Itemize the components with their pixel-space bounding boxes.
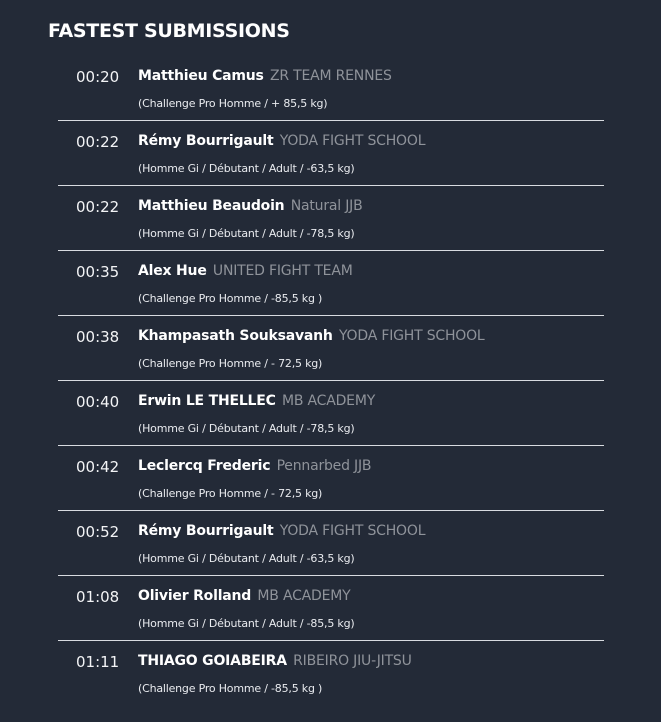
team-name[interactable]: UNITED FIGHT TEAM xyxy=(212,263,353,279)
submission-time: 00:40 xyxy=(76,393,120,411)
team-name[interactable]: YODA FIGHT SCHOOL xyxy=(279,133,426,149)
list-item xyxy=(58,121,604,186)
athlete-line xyxy=(138,133,425,149)
category-label: (Homme Gi / Débutant / Adult / -78,5 kg) xyxy=(138,227,355,240)
athlete-name[interactable]: Olivier Rolland xyxy=(138,588,252,604)
category-label: (Challenge Pro Homme / + 85,5 kg) xyxy=(138,97,328,110)
category-label: (Homme Gi / Débutant / Adult / -85,5 kg) xyxy=(138,617,355,630)
athlete-name[interactable]: Rémy Bourrigault xyxy=(138,523,274,539)
submission-time: 00:38 xyxy=(76,328,120,346)
category-label: (Homme Gi / Débutant / Adult / -63,5 kg) xyxy=(138,162,355,175)
list-item xyxy=(58,576,604,641)
athlete-name[interactable]: Erwin LE THELLEC xyxy=(138,393,276,409)
athlete-line xyxy=(138,263,353,279)
submission-time: 00:22 xyxy=(76,133,120,151)
athlete-name[interactable]: Matthieu Beaudoin xyxy=(138,198,285,214)
category-label: (Challenge Pro Homme / -85,5 kg ) xyxy=(138,682,323,695)
section-title: FASTEST SUBMISSIONS xyxy=(48,20,290,42)
athlete-name[interactable]: THIAGO GOIABEIRA xyxy=(138,653,287,669)
athlete-line xyxy=(138,653,412,669)
team-name[interactable]: MB ACADEMY xyxy=(281,393,376,409)
submissions-list xyxy=(58,56,604,705)
submission-time: 00:22 xyxy=(76,198,120,216)
list-item xyxy=(58,446,604,511)
list-item xyxy=(58,56,604,121)
team-name[interactable]: YODA FIGHT SCHOOL xyxy=(279,523,426,539)
list-item xyxy=(58,316,604,381)
athlete-name[interactable]: Rémy Bourrigault xyxy=(138,133,274,149)
category-label: (Homme Gi / Débutant / Adult / -78,5 kg) xyxy=(138,422,355,435)
team-name[interactable]: Natural JJB xyxy=(290,198,363,214)
athlete-line xyxy=(138,328,485,344)
list-item xyxy=(58,186,604,251)
list-item xyxy=(58,511,604,576)
athlete-name[interactable]: Khampasath Souksavanh xyxy=(138,328,333,344)
category-label: (Challenge Pro Homme / - 72,5 kg) xyxy=(138,357,323,370)
submission-time: 00:20 xyxy=(76,68,120,86)
athlete-name[interactable]: Matthieu Camus xyxy=(138,68,264,84)
team-name[interactable]: ZR TEAM RENNES xyxy=(269,68,392,84)
athlete-line xyxy=(138,523,425,539)
team-name[interactable]: MB ACADEMY xyxy=(257,588,351,604)
submission-time: 01:08 xyxy=(76,588,120,606)
category-label: (Challenge Pro Homme / -85,5 kg ) xyxy=(138,292,323,305)
team-name[interactable]: Pennarbed JJB xyxy=(276,458,372,474)
athlete-line xyxy=(138,68,392,84)
athlete-line xyxy=(138,458,371,474)
submission-time: 00:35 xyxy=(76,263,120,281)
athlete-line xyxy=(138,198,362,214)
team-name[interactable]: YODA FIGHT SCHOOL xyxy=(338,328,485,344)
submission-time: 00:52 xyxy=(76,523,120,541)
list-item xyxy=(58,251,604,316)
athlete-line xyxy=(138,393,375,409)
submission-time: 01:11 xyxy=(76,653,120,671)
team-name[interactable]: RIBEIRO JIU-JITSU xyxy=(293,653,412,669)
list-item xyxy=(58,641,604,705)
athlete-line xyxy=(138,588,350,604)
category-label: (Homme Gi / Débutant / Adult / -63,5 kg) xyxy=(138,552,355,565)
athlete-name[interactable]: Leclercq Frederic xyxy=(138,458,271,474)
list-item xyxy=(58,381,604,446)
category-label: (Challenge Pro Homme / - 72,5 kg) xyxy=(138,487,323,500)
submission-time: 00:42 xyxy=(76,458,120,476)
athlete-name[interactable]: Alex Hue xyxy=(138,263,207,279)
